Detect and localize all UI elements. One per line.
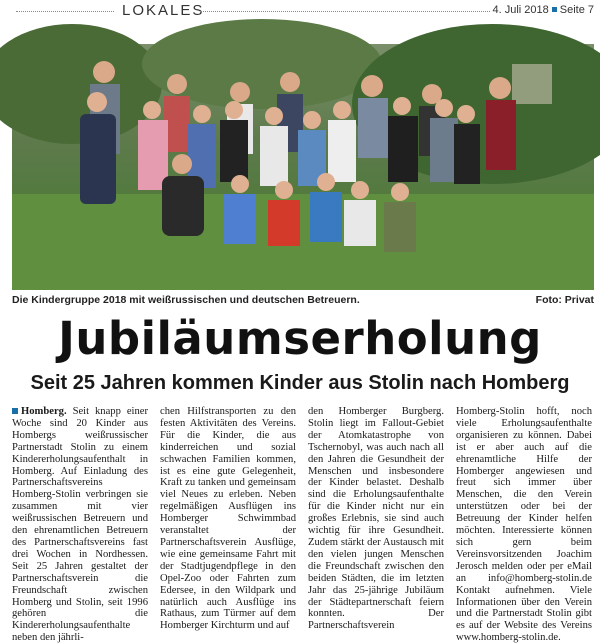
article-subheadline: Seit 25 Jahren kommen Kinder aus Stolin nach Homberg xyxy=(30,372,570,394)
dateline xyxy=(492,4,594,16)
group-photo xyxy=(12,44,594,290)
issue-date: 4. Juli 2018 xyxy=(492,4,549,16)
caption-text: Die Kindergruppe 2018 mit weißrussischen und deutschen Betreuern. xyxy=(12,294,360,306)
column-text: Seit knapp einer Woche sind 20 Kinder aus Hombergs weißrussischer Partnerstadt Stolin zu einem Kindererholungsaufenthalt in Homberg. Auf Einladung des Partnerschaftsvereins Homberg-Stolin verbringen sie zusammen mit vier weißrussischen Betreuern und den ehrenamtlichen Betreuern des Partnerschaftsvereins fast drei Wochen in Nordhessen. Seit 25 Jahren gestaltet der Partnerschaftsverein die Freundschaft zwischen Homberg und Stolin, seit 1996 gehören die Kindererholungsaufenthalte neben den jährli- xyxy=(12,406,148,644)
article-column-1 xyxy=(12,406,148,644)
location-square-icon xyxy=(12,408,18,414)
column-text: chen Hilfstransporten zu den festen Aktivitäten des Vereins. Für die Kinder, die aus kinderreichen und sozial schwachen Familien kommen, ist es eine gute Gelegenheit, Kraft zu tanken und gemeinsam viel Neues zu erleben. Neben regelmäßigen Ausflügen ins Homberger Schwimmbad veranstaltet der Partnerschaftsverein Ausflüge, wie eine gemeinsame Fahrt mit der Stadtjugendpflege in den Opel-Zoo oder Fahrten zum Edersee, in den Wildpark und natürlich auch Ausflüge ins Rathaus, zum Türmer auf dem Homberger Kirchturm und auf xyxy=(160,406,296,632)
article-column-2 xyxy=(160,406,296,630)
column-text: den Homberger Burgberg. Stolin liegt im Fallout-Gebiet der Atomkatastrophe von Tschernobyl, was auch nach all den Jahren die Gesundheit der Menschen und insbesondere der Kinder belastet. Deshalb sind die Erholungsaufenthalte für die Kinder nicht nur ein großes Erlebnis, sie sind auch wichtig für ihre Gesundheit. Zudem stärkt der Austausch mit den vielen jungen Menschen die Freundschaft zwischen den beiden Städten, die im letzten Jahr das 25-jährige Jubiläum der Städtepartnerschaft feiern konnten. Der Partnerschaftsverein xyxy=(308,406,444,632)
separator-square-icon xyxy=(552,7,557,12)
section-title: LOKALES xyxy=(122,2,205,19)
photo-illustration xyxy=(12,44,594,290)
photo-caption xyxy=(12,294,594,308)
article-headline: Jubiläumserholung xyxy=(58,312,542,365)
header-rule-right xyxy=(200,11,490,12)
page-header xyxy=(0,0,600,24)
photo-credit: Foto: Privat xyxy=(535,294,594,306)
article-location: Homberg. xyxy=(21,406,67,417)
page-number: Seite 7 xyxy=(559,4,594,16)
article-column-4 xyxy=(456,406,592,644)
article-column-3 xyxy=(308,406,444,630)
column-text: Homberg-Stolin hofft, noch viele Erholungsaufenthalte organisieren zu können. Dabei ist er aber auch auf die ehrenamtliche Hilfe der Homberger angewiesen und freut sich immer über Menschen, die den Verein unterstützen oder bei der Betreuung der Kinder helfen möchten. Interessierte können sich gern beim Vereinsvorsitzenden Joachim Jerosch melden oder per eMail an info@homberg-stolin.de Kontakt aufnehmen. Viele Informationen über den Verein und die Partnerstadt Stolin gibt es auf der Website des Vereins www.homberg-stolin.de. xyxy=(456,406,592,644)
header-rule-left xyxy=(16,11,114,12)
article-body xyxy=(12,406,594,644)
